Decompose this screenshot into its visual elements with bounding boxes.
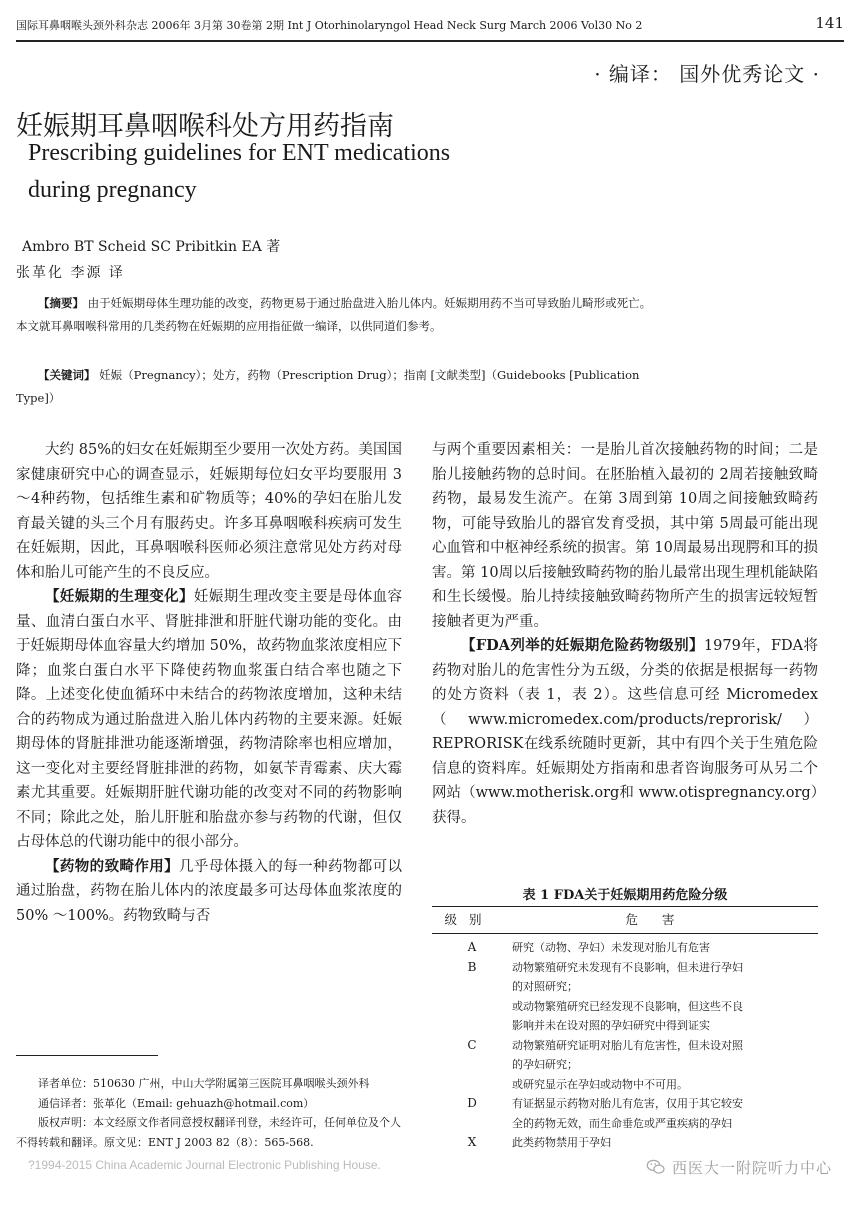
risk-description-line: 的孕妇研究； <box>512 1058 578 1071</box>
header-risk: 危害 <box>625 912 699 927</box>
table-body <box>432 934 818 1153</box>
section-text: 妊娠期生理改变主要是母体血容量、血清白蛋白水平、肾脏排泄和肝脏代谢功能的变化。由于妊娠期母体血容量大约增加 50%，故药物血浆浓度相应下降；血浆白蛋白水平下降使药物血浆蛋白结合率也随之下降。上述变化使血循环中未结合的药物浓度增加，这种未结合的药物成为通过胎盘进入胎儿体内药物的主要来源。妊娠期母体的肾脏排泄功能逐渐增强，药物清除率也相应增加，这一变化对主要经肾脏排泄的药物，如氨苄青霉素、庆大霉素尤其重要。妊娠期肝脏代谢功能的改变对不同的药物影响不同；除此之处，胎儿肝脏和胎盘亦参与药物的代谢，但仅占母体总的代谢功能中的很小部分。 <box>16 589 403 850</box>
section-teratogenic <box>16 855 402 929</box>
watermark-text: 西医大一附院听力中心 <box>671 1158 832 1177</box>
publisher-footer: ?1994-2015 China Academic Journal Electronic Publishing House. <box>28 1158 381 1172</box>
running-header <box>16 13 844 39</box>
table-header <box>432 907 818 933</box>
risk-level: D <box>467 1096 477 1110</box>
body-column-right <box>432 438 818 830</box>
risk-description-line: 或研究显示在孕妇或动物中不可用。 <box>512 1077 688 1091</box>
risk-description <box>512 1036 818 1095</box>
risk-level: X <box>467 1135 477 1149</box>
risk-description-line: 动物繁殖研究未发现有不良影响，但未进行孕妇 <box>512 960 743 974</box>
header-rule <box>16 40 844 42</box>
header-level: 级别 <box>444 912 494 927</box>
keywords-label: 【关键词】 <box>38 368 96 382</box>
table-title: 表 1 FDA关于妊娠期用药危险分级 <box>522 888 728 903</box>
footnote-rule <box>16 1055 158 1056</box>
footnote-corresponding: 通信译者：张革化（Email: gehuazh@hotmail.com） <box>38 1096 315 1110</box>
intro-paragraph: 大约 85%的妇女在妊娠期至少要用一次处方药。美国国家健康研究中心的调查显示，妊娠期每位妇女平均要服用 3～4种药物，包括维生素和矿物质等；40%的孕妇在胎儿发育最关键的头三个月有服药史。许多耳鼻咽喉科疾病可发生在妊娠期，因此，耳鼻咽喉科医师必须注意常见处方药对母体和胎儿可能产生的不良反应。 <box>16 442 402 581</box>
risk-level: B <box>467 959 477 974</box>
risk-description <box>512 1133 818 1153</box>
authors: Ambro BT Scheid SC Pribitkin EA 著 <box>22 239 281 255</box>
title-chinese: 妊娠期耳鼻咽喉科处方用药指南 <box>16 111 394 142</box>
table-row <box>432 958 818 1036</box>
table-row <box>432 1036 818 1095</box>
page-number: 141 <box>815 14 844 32</box>
section-heading: 【妊娠期的生理变化】 <box>45 588 194 605</box>
abstract-text: 由于妊娠期母体生理功能的改变，药物更易于通过胎盘进入胎儿体内。妊娠期用药不当可导致胎儿畸形或死亡。本文就耳鼻咽喉科常用的几类药物在妊娠期的应用指征做一编译，以供同道们参考。 <box>16 296 652 333</box>
fda-risk-table <box>432 906 818 1153</box>
risk-level: C <box>467 1037 477 1052</box>
risk-description <box>512 938 818 958</box>
table-row <box>432 1133 818 1153</box>
risk-description-line: 或动物繁殖研究已经发现不良影响，但这些不良 <box>512 999 743 1013</box>
title-english-line2: during pregnancy <box>28 177 197 203</box>
journal-citation: 国际耳鼻咽喉头颈外科杂志 2006年 3月第 30卷第 2期 Int J Otorhinolaryngol Head Neck Surg March 2006 Vol30 No 2 <box>16 19 643 32</box>
section-fda <box>432 634 818 830</box>
keywords-text: 妊娠（Pregnancy）；处方，药物（Prescription Drug）；指南 [文献类型]（Guidebooks [Publication Type]） <box>16 368 640 405</box>
risk-level: A <box>467 940 477 954</box>
translators: 张革化 李源 译 <box>16 265 125 281</box>
risk-description <box>512 1094 818 1133</box>
footnotes <box>16 1074 402 1152</box>
risk-description-line: 全的药物无效，而生命垂危或严重疾病的孕妇 <box>512 1116 732 1130</box>
section-heading: 【FDA列举的妊娠期危险药物级别】 <box>461 637 704 654</box>
table-row <box>432 1094 818 1133</box>
risk-description-line: 研究（动物、孕妇）未发现对胎儿有危害 <box>512 941 710 954</box>
risk-description-line: 影响并未在设对照的孕妇研究中得到证实 <box>512 1019 710 1032</box>
footnote-unit: 译者单位：510630 广州，中山大学附属第三医院耳鼻咽喉头颈外科 <box>38 1077 370 1090</box>
watermark <box>512 1156 832 1178</box>
risk-description-line: 有证据显示药物对胎儿有危害，仅用于其它较安 <box>512 1097 743 1110</box>
abstract-label: 【摘要】 <box>38 296 84 310</box>
title-english-line1: Prescribing guidelines for ENT medications <box>28 140 451 166</box>
keywords <box>16 364 656 410</box>
continued-paragraph: 与两个重要因素相关：一是胎儿首次接触药物的时间；二是胎儿接触药物的总时间。在胚胎植入最初的 2周若接触致畸药物，最易发生流产。在第 3周到第 10周之间接触致畸药物，可能导致胎儿的器官发育受损，其中第 5周最可能出现心血管和中枢神经系统的损害。第 10周最易出现腭和耳的损害。第 10周以后接触致畸药物的胎儿最常出现生理机能缺陷和生长缓慢。胎儿持续接触致畸药物所产生的损害远较短暂接触者更为严重。 <box>432 442 818 630</box>
abstract <box>16 292 656 338</box>
table-row <box>432 938 818 958</box>
column-tag: · 编译： 国外优秀论文 · <box>594 62 820 86</box>
risk-description-line: 的对照研究； <box>512 980 578 993</box>
risk-description <box>512 958 818 1036</box>
wechat-icon <box>646 1157 666 1177</box>
footnote-copyright: 版权声明：本文经原文作者同意授权翻译刊登，未经许可，任何单位及个人不得转载和翻译。原文见：ENT J 2003 82（8）：565-568. <box>16 1116 401 1149</box>
section-text: 1979年，FDA将药物对胎儿的危害性分为五级，分类的依据是根据每一药物的处方资料（表 1，表 2）。这些信息可经 Micromedex（www.micromedex.com/products/reprorisk/）REPRORISK在线系统随时更新，其中有四个关于生殖危险信息的资料库。妊娠期处方指南和患者咨询服务可从另二个网站（www.motherisk.org和 www.otispregnancy.org）获得。 <box>432 638 818 826</box>
section-physiology <box>16 585 402 855</box>
section-text: 几乎母体摄入的每一种药物都可以通过胎盘，药物在胎儿体内的浓度最多可达母体血浆浓度的 50% ～100%。药物致畸与否 <box>16 858 403 924</box>
section-heading: 【药物的致畸作用】 <box>45 857 180 875</box>
risk-description-line: 动物繁殖研究证明对胎儿有危害性，但未设对照 <box>512 1038 743 1052</box>
risk-description-line: 此类药物禁用于孕妇 <box>512 1136 611 1149</box>
body-column-left <box>16 438 402 928</box>
